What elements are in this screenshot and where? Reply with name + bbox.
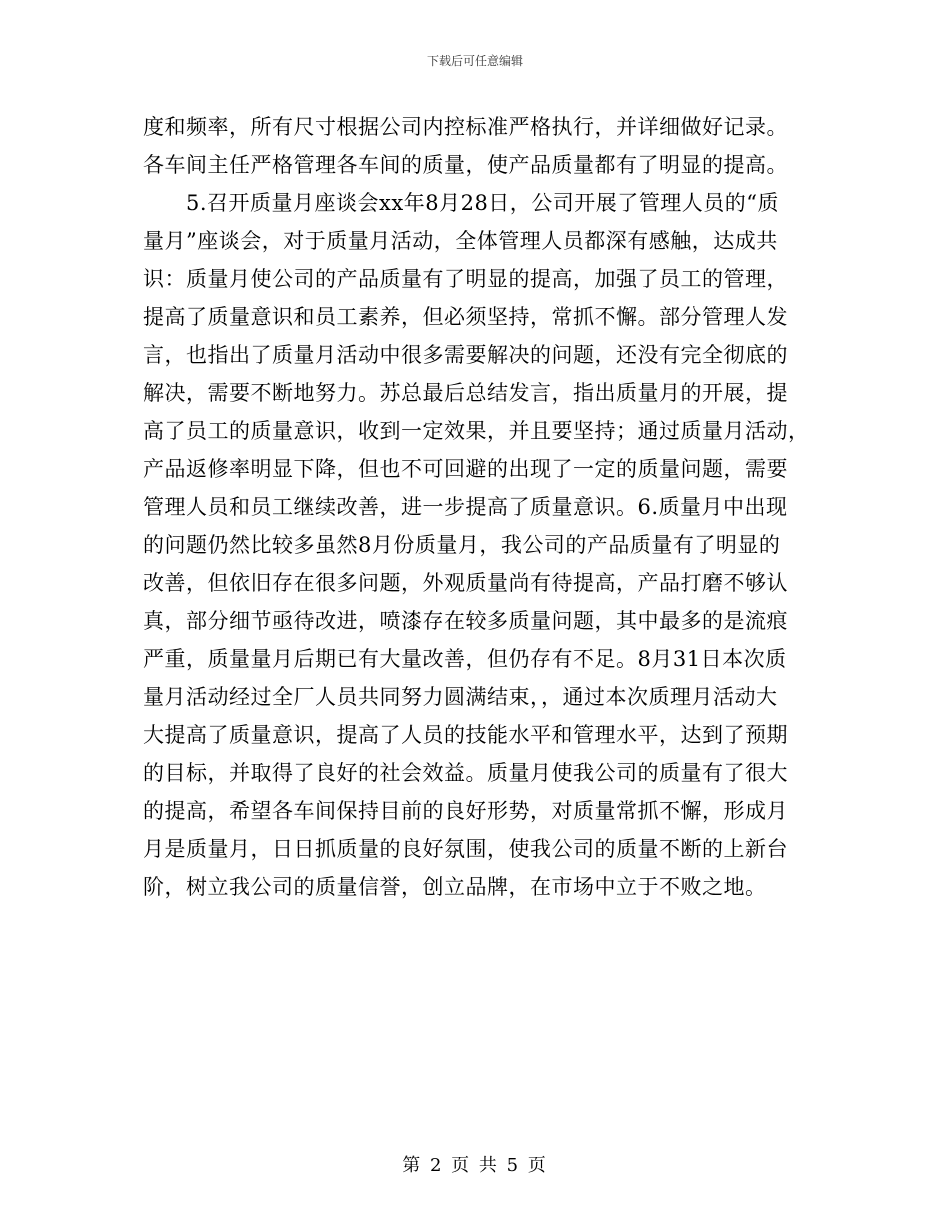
body-line: 真，部分细节亟待改进，喷漆存在较多质量问题，其中最多的是流痕 — [143, 609, 788, 633]
body-line: 管理人员和员工继续改善，进一步提高了质量意识。6.质量月中出现 — [143, 495, 788, 519]
body-line: 的提高，希望各车间保持目前的良好形势，对质量常抓不懈，形成月 — [143, 799, 788, 823]
body-line: 的问题仍然比较多虽然8月份质量月，我公司的产品质量有了明显的 — [143, 533, 781, 557]
body-line: 严重，质量量月后期已有大量改善，但仍存有不足。8月31日本次质 — [143, 647, 787, 671]
body-line: 度和频率，所有尺寸根据公司内控标准严格执行，并详细做好记录。 — [143, 115, 788, 139]
body-line: 量月”座谈会，对于质量月活动，全体管理人员都深有感触，达成共 — [143, 229, 778, 253]
body-line: 大提高了质量意识，提高了人员的技能水平和管理水平，达到了预期 — [143, 723, 788, 747]
body-line: 提高了质量意识和员工素养，但必须坚持，常抓不懈。部分管理人发 — [143, 305, 788, 329]
document-body — [143, 108, 813, 906]
page-header: 下载后可任意编辑 — [426, 54, 523, 68]
body-line: 量月活动经过全厂人员共同努力圆满结束，，通过本次质理月活动大 — [143, 685, 778, 709]
body-line: 识：质量月使公司的产品质量有了明显的提高，加强了员工的管理， — [143, 267, 788, 291]
body-line: 产品返修率明显下降，但也不可回避的出现了一定的质量问题，需要 — [143, 457, 788, 481]
body-line: 阶，树立我公司的质量信誉，创立品牌，在市场中立于不败之地。 — [143, 875, 767, 899]
body-line: 解决，需要不断地努力。苏总最后总结发言，指出质量月的开展，提 — [143, 381, 788, 405]
body-line: 5.召开质量月座谈会xx年8月28日，公司开展了管理人员的“质 — [143, 191, 780, 215]
body-line: 月是质量月，日日抓质量的良好氛围，使我公司的质量不断的上新台 — [143, 837, 788, 861]
body-line: 的目标，并取得了良好的社会效益。质量月使我公司的质量有了很大 — [143, 761, 788, 785]
body-line: 改善，但依旧存在很多问题，外观质量尚有待提高，产品打磨不够认 — [143, 571, 788, 595]
page-number: 第 2 页 共 5 页 — [402, 1155, 548, 1176]
body-line: 各车间主任严格管理各车间的质量，使产品质量都有了明显的提高。 — [143, 153, 788, 177]
body-line: 高了员工的质量意识，收到一定效果，并且要坚持；通过质量月活动， — [143, 419, 810, 443]
body-line: 言，也指出了质量月活动中很多需要解决的问题，还没有完全彻底的 — [143, 343, 788, 367]
